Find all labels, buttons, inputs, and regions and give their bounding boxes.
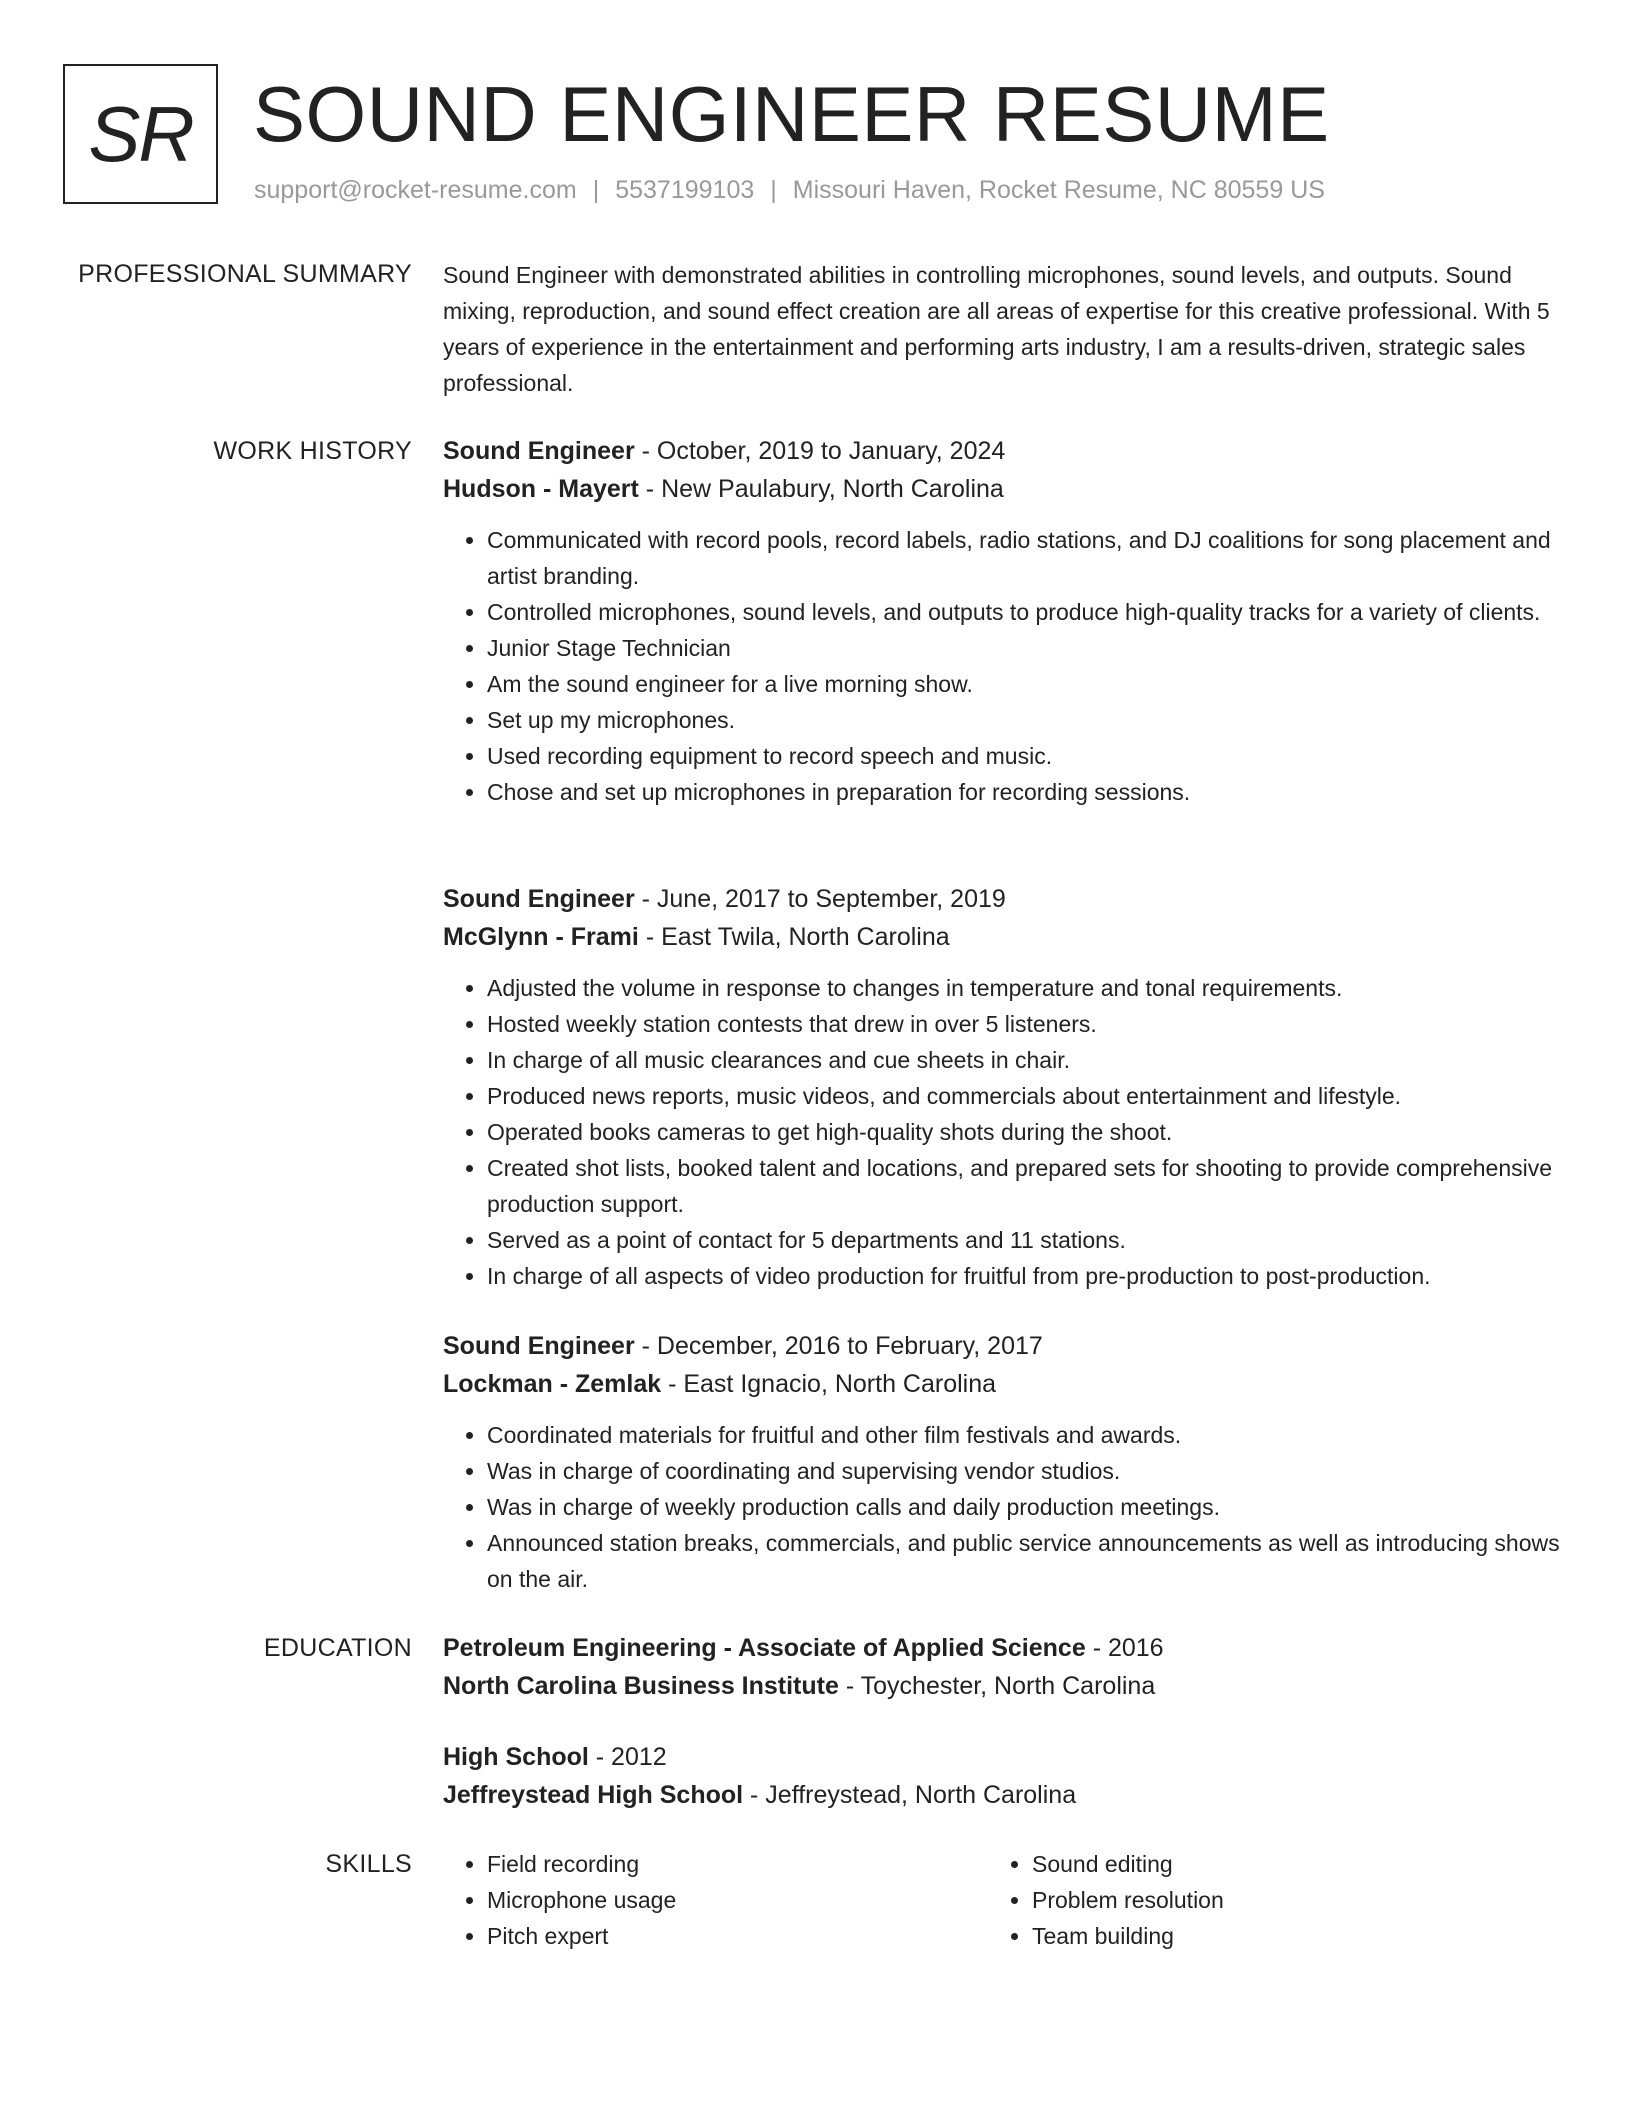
list-item: • Created shot lists, booked talent and locations, and prepared sets for shooting to provide comprehensive production support. bbox=[487, 1150, 1563, 1222]
education-degree-line bbox=[443, 1629, 1563, 1667]
education-school-line bbox=[443, 1667, 1563, 1705]
education-school: North Carolina Business Institute bbox=[443, 1672, 839, 1700]
job-company: McGlynn - Frami bbox=[443, 923, 639, 951]
list-item: • Controlled microphones, sound levels, and outputs to produce high-quality tracks for a variety of clients. bbox=[487, 594, 1563, 630]
list-item: • Coordinated materials for fruitful and other film festivals and awards. bbox=[487, 1417, 1563, 1453]
education-year: - 2012 bbox=[588, 1743, 667, 1771]
job-dates: - October, 2019 to January, 2024 bbox=[634, 437, 1006, 465]
resume-header bbox=[63, 64, 1573, 214]
education-year: - 2016 bbox=[1085, 1634, 1164, 1662]
job-entry bbox=[443, 880, 1563, 1294]
job-dates: - June, 2017 to September, 2019 bbox=[634, 885, 1006, 913]
list-item: • Hosted weekly station contests that drew in over 5 listeners. bbox=[487, 1006, 1563, 1042]
education-location: - Jeffreystead, North Carolina bbox=[743, 1781, 1077, 1809]
monogram-logo: SR bbox=[63, 64, 218, 204]
skills-column-right bbox=[988, 1846, 1488, 1954]
list-item: • Am the sound engineer for a live morning show. bbox=[487, 666, 1563, 702]
job-company-line bbox=[443, 1365, 1563, 1403]
contact-separator: | bbox=[592, 176, 600, 204]
skill-item: • Sound editing bbox=[1032, 1846, 1488, 1882]
skills-column-left bbox=[443, 1846, 943, 1954]
section-label-summary: PROFESSIONAL SUMMARY bbox=[78, 260, 412, 288]
job-bullets bbox=[443, 1417, 1563, 1597]
skill-item: • Pitch expert bbox=[487, 1918, 943, 1954]
job-title-line bbox=[443, 1327, 1563, 1365]
job-company-line bbox=[443, 470, 1563, 508]
section-label-education: EDUCATION bbox=[263, 1634, 412, 1662]
job-location: - East Twila, North Carolina bbox=[638, 923, 950, 951]
list-item: • Was in charge of weekly production calls and daily production meetings. bbox=[487, 1489, 1563, 1525]
job-title-line bbox=[443, 432, 1563, 470]
education-school: Jeffreystead High School bbox=[443, 1781, 744, 1809]
section-label-work-history: WORK HISTORY bbox=[213, 437, 412, 465]
job-title-line bbox=[443, 880, 1563, 918]
contact-address: Missouri Haven, Rocket Resume, NC 80559 US bbox=[792, 176, 1325, 204]
list-item: • Set up my microphones. bbox=[487, 702, 1563, 738]
education-entry bbox=[443, 1738, 1563, 1814]
education-degree-line bbox=[443, 1738, 1563, 1776]
education-school-line bbox=[443, 1776, 1563, 1814]
job-entry bbox=[443, 432, 1563, 810]
list-item: • Used recording equipment to record speech and music. bbox=[487, 738, 1563, 774]
job-title: Sound Engineer bbox=[443, 437, 635, 465]
skill-item: • Field recording bbox=[487, 1846, 943, 1882]
resume-title: SOUND ENGINEER RESUME bbox=[253, 70, 1330, 158]
job-bullets bbox=[443, 522, 1563, 810]
summary-text: Sound Engineer with demonstrated abilities in controlling microphones, sound levels, and outputs. Sound mixing, reproduction, and sound effect creation are all areas of expertise for this creative professional. With 5 years of experience in the entertainment and performing arts industry, I am a results-driven, strategic sales professional. bbox=[443, 262, 1550, 396]
list-item: • Operated books cameras to get high-quality shots during the shoot. bbox=[487, 1114, 1563, 1150]
list-item: • Served as a point of contact for 5 departments and 11 stations. bbox=[487, 1222, 1563, 1258]
list-item: • Communicated with record pools, record labels, radio stations, and DJ coalitions for song placement and artist branding. bbox=[487, 522, 1563, 594]
contact-line bbox=[254, 172, 1325, 208]
education-location: - Toychester, North Carolina bbox=[838, 1672, 1156, 1700]
job-location: - New Paulabury, North Carolina bbox=[638, 475, 1004, 503]
skills-list bbox=[443, 1846, 1563, 1966]
job-company: Hudson - Mayert bbox=[443, 475, 639, 503]
job-entry bbox=[443, 1327, 1563, 1597]
list-item: • Adjusted the volume in response to changes in temperature and tonal requirements. bbox=[487, 970, 1563, 1006]
skill-item: • Microphone usage bbox=[487, 1882, 943, 1918]
education-degree: Petroleum Engineering - Associate of Applied Science bbox=[443, 1634, 1086, 1662]
list-item: • Produced news reports, music videos, and commercials about entertainment and lifestyle. bbox=[487, 1078, 1563, 1114]
job-company: Lockman - Zemlak bbox=[443, 1370, 662, 1398]
section-label-skills: SKILLS bbox=[325, 1850, 412, 1878]
list-item: • Chose and set up microphones in preparation for recording sessions. bbox=[487, 774, 1563, 810]
job-title: Sound Engineer bbox=[443, 1332, 635, 1360]
skill-item: • Team building bbox=[1032, 1918, 1488, 1954]
list-item: • In charge of all music clearances and cue sheets in chair. bbox=[487, 1042, 1563, 1078]
job-dates: - December, 2016 to February, 2017 bbox=[634, 1332, 1043, 1360]
list-item: • Junior Stage Technician bbox=[487, 630, 1563, 666]
job-bullets bbox=[443, 970, 1563, 1294]
list-item: • Announced station breaks, commercials, and public service announcements as well as introducing shows on the air. bbox=[487, 1525, 1563, 1597]
job-company-line bbox=[443, 918, 1563, 956]
skill-item: • Problem resolution bbox=[1032, 1882, 1488, 1918]
education-degree: High School bbox=[443, 1743, 589, 1771]
list-item: • In charge of all aspects of video production for fruitful from pre-production to post-production. bbox=[487, 1258, 1563, 1294]
contact-phone: 5537199103 bbox=[615, 176, 755, 204]
contact-email: support@rocket-resume.com bbox=[254, 176, 577, 204]
job-title: Sound Engineer bbox=[443, 885, 635, 913]
job-location: - East Ignacio, North Carolina bbox=[661, 1370, 997, 1398]
list-item: • Was in charge of coordinating and supervising vendor studios. bbox=[487, 1453, 1563, 1489]
education-entry bbox=[443, 1629, 1563, 1705]
contact-separator: | bbox=[770, 176, 777, 204]
